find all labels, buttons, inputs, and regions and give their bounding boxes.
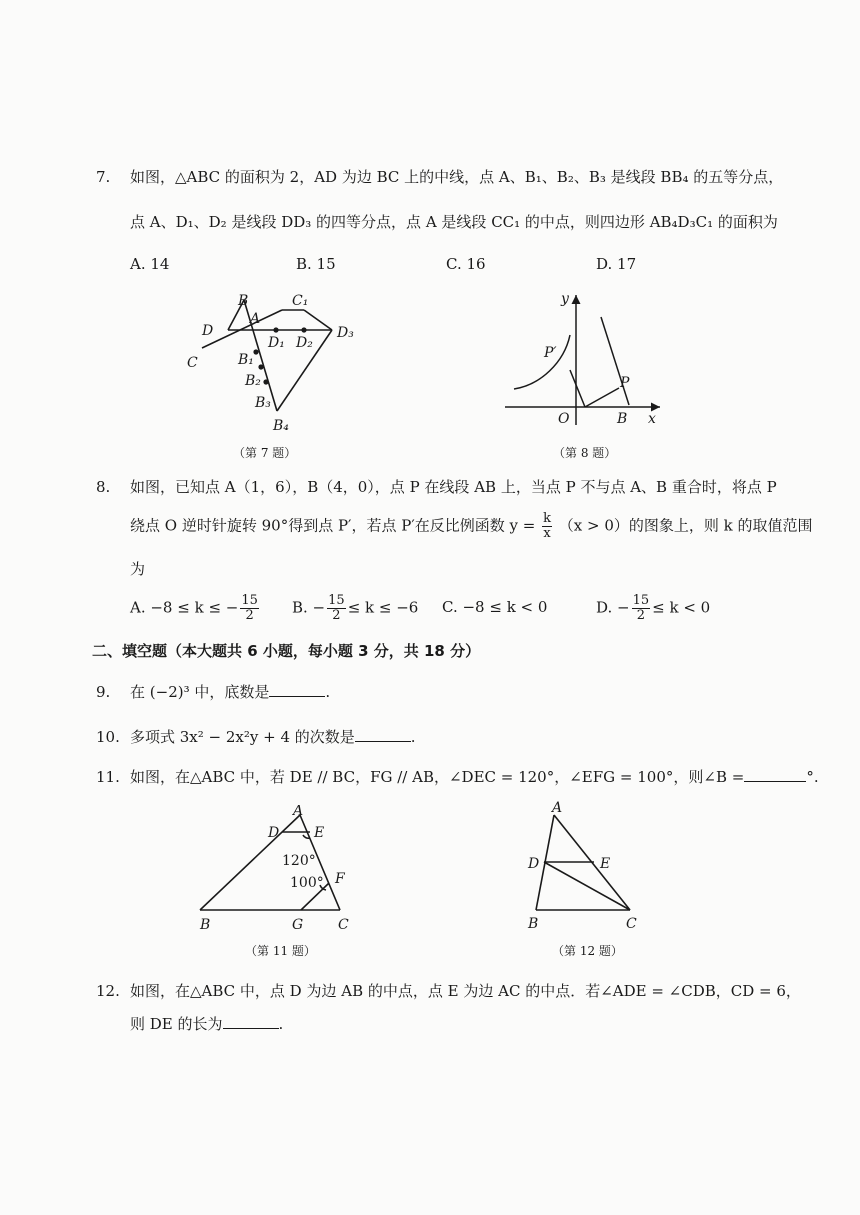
q7-label-c: C [187,355,198,371]
q7-label-d3: D₃ [337,325,354,341]
q7-text-1: 如图，△ABC 的面积为 2，AD 为边 BC 上的中线，点 A、B₁、B₂、B₃ 是线段 BB₄ 的五等分点， [130,168,784,186]
q8-option-b-den: 2 [332,608,341,623]
q8-text-1: 如图，已知点 A（1，6），B（4，0），点 P 在线段 AB 上，当点 P 不与点 A、B 重合时，将点 P [130,478,777,496]
q8-option-a [130,594,261,623]
q12-label-e: E [600,856,611,872]
q12-label-b: B [528,916,539,932]
q12-label-d: D [528,856,540,872]
q12-figure [522,800,652,935]
q8-option-d-frac [632,594,651,623]
q11-figure [190,805,370,935]
q7-label-b3: B₃ [255,395,271,411]
q11-label-a: A [293,805,304,819]
q8-option-a-text: A. −8 ≤ k ≤ − [130,598,239,617]
q11-angle-120: 120° [282,853,316,869]
q10-text: 多项式 3x² − 2x²y + 4 的次数是 [130,728,355,746]
q7-option-b: B. 15 [296,255,336,273]
q12-text-2: 则 DE 的长为 [130,1015,223,1033]
q8-text-2a: 绕点 O 逆时针旋转 90°得到点 P′，若点 P′在反比例函数 y = [130,516,536,535]
q8-option-d-den: 2 [636,608,646,623]
q11-answer-blank[interactable] [744,767,806,782]
q8-line2 [130,512,813,541]
q7-label-d1: D₁ [268,335,285,351]
q8-label-p: P [620,375,630,391]
q11-label-e: E [314,825,325,841]
q11-label-f: F [335,871,345,887]
q11-label-c: C [338,917,349,933]
q7-option-a: A. 14 [130,255,170,273]
q7-number: 7. [96,168,111,186]
q8-option-b-num: 15 [328,593,345,608]
q7-label-a: A [250,311,261,327]
section-2-heading: 二、填空题（本大题共 6 小题，每小题 3 分，共 18 分） [92,642,481,660]
q11-label-g: G [292,917,304,933]
q7-label-d2: D₂ [296,335,313,351]
q8-option-b-text: B. − [292,598,326,617]
q11-number: 11. [96,768,120,786]
q8-label-o: O [558,411,570,427]
q8-label-p-prime: P′ [544,345,557,361]
q11-label-d: D [268,825,280,841]
q12-number: 12. [96,982,120,1000]
q8-option-b-post: ≤ k ≤ −6 [347,598,419,617]
q8-label-y: y [561,291,569,307]
q8-line3: 为 [130,560,146,578]
q8-label-x: x [648,411,656,427]
q12-label-c: C [626,916,637,932]
q9-text: 在 (−2)³ 中，底数是 [130,683,270,701]
q8-label-b: B [617,411,628,427]
q11-angle-100: 100° [290,875,324,891]
q8-option-d [596,594,710,623]
q11-text: 如图，在△ABC 中，若 DE // BC，FG // AB，∠DEC = 120°，∠EFG = 100°，则∠B = [130,768,745,786]
q11-label-b: B [200,917,211,933]
q7-option-d: D. 17 [596,255,637,273]
q7-label-b1: B₁ [238,352,254,368]
q8-option-a-den: 2 [245,608,254,623]
q12-line2 [130,1013,283,1034]
q8-frac-den: x [543,526,551,541]
q12-caption: （第 12 题） [552,944,623,958]
q12-answer-blank[interactable] [223,1014,279,1029]
q7-line2: 点 A、D₁、D₂ 是线段 DD₃ 的四等分点，点 A 是线段 CC₁ 的中点，则四边形 AB₄D₃C₁ 的面积为 [130,213,778,231]
q8-fraction [542,512,552,541]
q8-figure [500,285,675,435]
q8-option-c: C. −8 ≤ k < 0 [442,598,548,616]
q10-number: 10. [96,728,120,746]
q7-caption: （第 7 题） [233,446,297,460]
q7-line1 [96,166,783,187]
q7-label-b2: B₂ [245,373,261,389]
q8-option-a-frac [240,594,259,623]
q12-end: . [278,1015,284,1033]
q7-label-c1: C₁ [292,293,309,309]
q8-number: 8. [96,478,111,496]
q8-option-b-frac [327,594,346,623]
q8-caption: （第 8 题） [553,446,617,460]
q10-line [96,726,416,747]
q12-label-a: A [552,800,563,816]
q7-label-d: D [202,323,214,339]
q8-option-d-post: ≤ k < 0 [652,598,711,617]
q8-frac-num: k [543,511,551,526]
q7-figure [180,285,380,435]
q9-number: 9. [96,683,111,701]
q12-line1 [96,980,801,1001]
q8-option-d-text: D. − [596,598,630,617]
q7-label-b4: B₄ [273,418,289,434]
q10-answer-blank[interactable] [355,727,411,742]
q9-line [96,681,330,702]
q11-end: °. [806,768,819,786]
q12-text-1: 如图，在△ABC 中，点 D 为边 AB 的中点，点 E 为边 AC 的中点．若∠ADE = ∠CDB，CD = 6， [130,982,801,1000]
q8-line1 [96,476,777,497]
q7-option-c: C. 16 [446,255,486,273]
q8-option-d-num: 15 [632,593,650,608]
q9-end: . [325,683,331,701]
q10-end: . [410,728,416,746]
q9-answer-blank[interactable] [269,682,325,697]
q7-label-b: B [238,293,249,309]
q8-text-2b: （x > 0）的图象上，则 k 的取值范围 [558,516,813,535]
q8-option-a-num: 15 [241,593,258,608]
q8-option-b [292,594,418,623]
q11-caption: （第 11 题） [245,944,316,958]
q11-line [96,766,819,787]
